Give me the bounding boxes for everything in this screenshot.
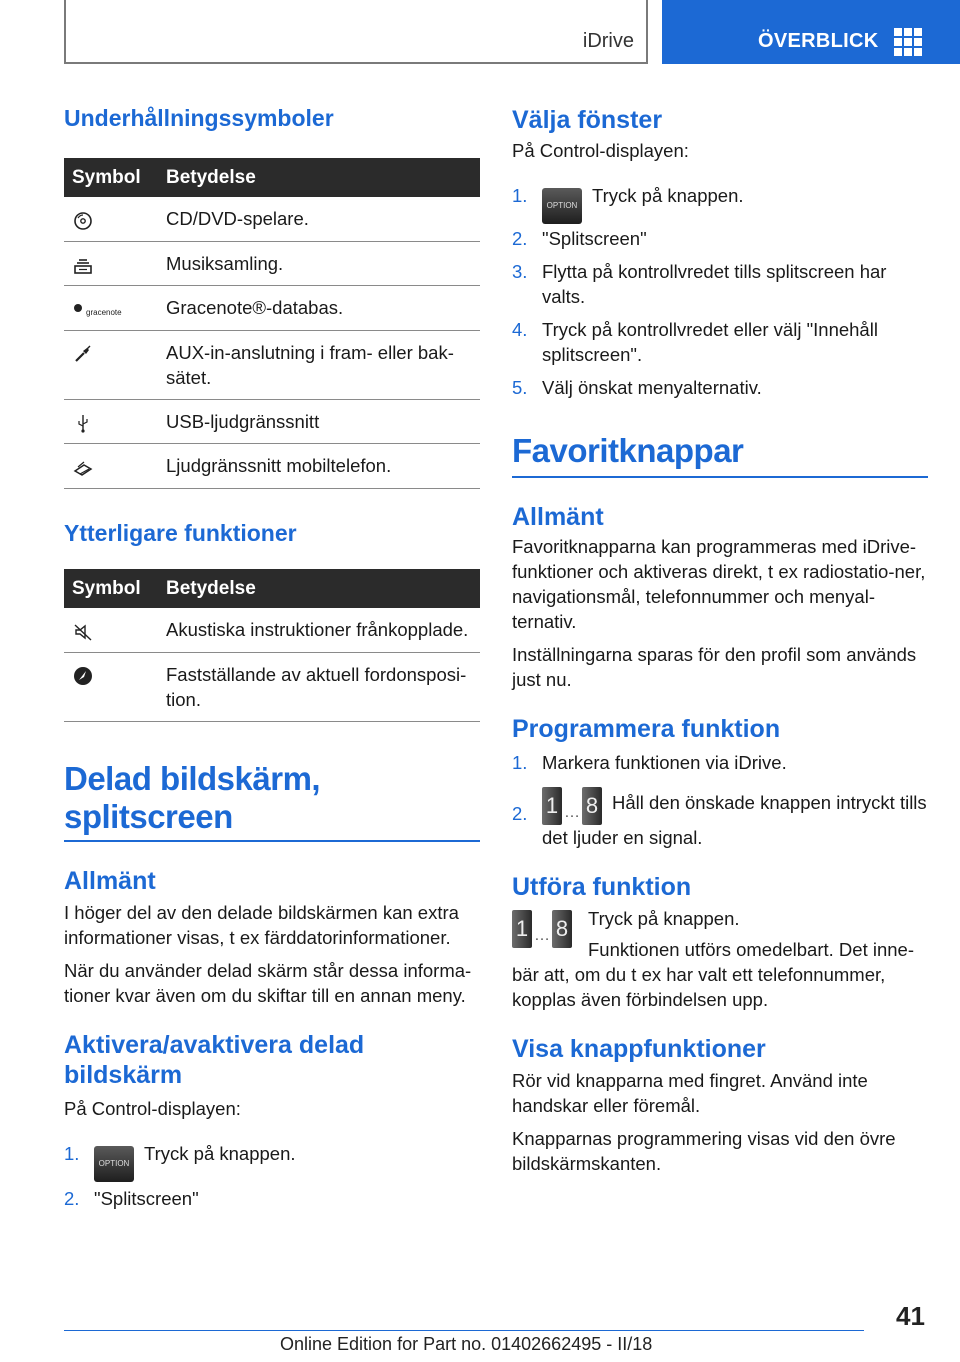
general-paragraph-1: I höger del av den delade bildskärmen kan extra informationer visas, t ex färddatorinformationer. [64, 901, 459, 948]
activate-intro: På Control-displayen: [64, 1097, 241, 1119]
column-header-symbol: Symbol [64, 569, 166, 608]
music-library-icon [72, 254, 94, 276]
column-header-meaning: Betydelse [166, 569, 480, 608]
table-row [64, 330, 480, 399]
program-function-title: Programmera funktion [512, 715, 781, 743]
step-text: Markera funktionen via iDrive. [542, 752, 787, 773]
step-text: Tryck på knappen. [144, 1142, 296, 1164]
step-number: 1. [512, 185, 528, 206]
step-text: Håll den önskade knappen intryckt tills det ljuder en signal. [542, 792, 927, 848]
table-row [64, 399, 480, 444]
row-text: CD/DVD-spelare. [166, 197, 480, 241]
favorites-paragraph-1: Favoritknapparna kan programmeras med iDrive-funktioner och aktiveras direkt, t ex radiostatio-ner, navigationsmål, telefonnummer och menyal-ternativ. [512, 536, 926, 632]
footer-divider [64, 1330, 864, 1331]
svg-text:gracenote: gracenote [86, 307, 122, 317]
column-header-meaning: Betydelse [166, 158, 480, 197]
select-window-intro: På Control-displayen: [512, 140, 689, 161]
column-header-symbol: Symbol [64, 158, 166, 197]
execute-line-1: Tryck på knappen. [588, 908, 740, 929]
entertainment-symbols-title: Underhållningssymboler [64, 105, 334, 131]
show-paragraph-1: Rör vid knapparna med fingret. Använd inte handskar eller föremål. [512, 1070, 868, 1116]
step-number: 2. [512, 228, 528, 249]
header-section-box [64, 0, 648, 64]
step-number: 3. [512, 261, 528, 282]
list-item [512, 750, 928, 775]
more-functions-table [64, 569, 480, 722]
favorites-general-title: Allmänt [512, 503, 604, 531]
more-functions-title: Ytterligare funktioner [64, 520, 297, 547]
favorite-button-8-icon: 8 [552, 910, 572, 948]
list-item [512, 259, 928, 309]
table-row [64, 286, 480, 331]
favorites-heading-block [512, 432, 928, 478]
list-item [512, 787, 928, 850]
list-item [64, 1186, 480, 1211]
step-number: 2. [512, 803, 528, 824]
usb-icon [72, 412, 94, 434]
step-number: 5. [512, 377, 528, 398]
gracenote-logo-icon [72, 299, 134, 321]
list-item [512, 375, 928, 400]
table-row [64, 444, 480, 489]
footer-edition: Online Edition for Part no. 01402662495 - II/18 [280, 1334, 653, 1354]
show-functions-title: Visa knappfunktioner [512, 1035, 766, 1063]
phone-audio-icon [72, 457, 94, 479]
favorite-buttons-icon [512, 910, 572, 948]
execute-line-2: Funktionen utförs omedelbart. Det inne-bär att, om du t ex har valt ett telefonnummer, kopplas även förbindelsen upp. [512, 939, 914, 1010]
table-row [64, 652, 480, 721]
step-text: Tryck på kontrollvredet eller välj "Innehåll splitscreen". [542, 319, 878, 365]
row-text: USB-ljudgränssnitt [166, 399, 480, 444]
favorites-title: Favoritknappar [512, 432, 744, 469]
execute-function-title: Utföra funktion [512, 873, 692, 901]
option-button-icon: OPTION [94, 1146, 134, 1182]
speaker-muted-icon [72, 621, 94, 643]
program-steps [512, 750, 928, 850]
header-section-label: iDrive [582, 30, 634, 52]
list-item [512, 317, 928, 367]
execute-block [512, 906, 928, 1012]
row-text: AUX-in-anslutning i fram- eller bak- sätet. [166, 330, 480, 399]
step-text: "Splitscreen" [94, 1187, 199, 1209]
step-text: Tryck på knappen. [592, 185, 744, 206]
position-arrow-icon [72, 665, 94, 687]
step-text: Välj önskat menyalternativ. [542, 377, 762, 398]
row-text: Musiksamling. [166, 241, 480, 286]
row-text: Ljudgränssnitt mobiltelefon. [166, 444, 480, 489]
show-paragraph-2: Knapparnas programmering visas vid den övre bildskärmskanten. [512, 1128, 896, 1174]
favorite-button-1-icon: 1 [542, 787, 562, 825]
grid-icon [894, 28, 922, 56]
favorite-button-8-icon: 8 [582, 787, 602, 825]
general-paragraph-2: När du använder delad skärm står dessa informa-tioner kvar även om du skiftar till en annan meny. [64, 959, 472, 1006]
right-column [512, 96, 928, 1176]
select-window-title: Välja fönster [512, 106, 663, 134]
favorite-button-1-icon: 1 [512, 910, 532, 948]
list-item [64, 1135, 480, 1182]
list-item [512, 226, 928, 251]
favorites-paragraph-2: Inställningarna sparas för den profil som används just nu. [512, 644, 917, 690]
split-heading-block [64, 760, 480, 842]
split-screen-title: Delad bildskärm, splitscreen [64, 759, 321, 835]
table-row [64, 241, 480, 286]
entertainment-symbols-table [64, 158, 480, 489]
step-number: 2. [64, 1187, 80, 1209]
step-text: Flytta på kontrollvredet tills splitscreen har valts. [542, 261, 887, 307]
step-number: 1. [64, 1142, 80, 1164]
aux-plug-icon [72, 343, 94, 365]
row-text: Fastställande av aktuell fordonsposi- tion. [166, 652, 480, 721]
overview-tab-label: ÖVERBLICK [758, 30, 879, 52]
ellipsis: … [534, 927, 550, 944]
overview-tab[interactable] [662, 0, 960, 64]
step-number: 4. [512, 319, 528, 340]
step-text: "Splitscreen" [542, 228, 647, 249]
table-row [64, 197, 480, 241]
table-row [64, 608, 480, 652]
option-button-icon: OPTION [542, 188, 582, 224]
row-text: Gracenote®-databas. [166, 286, 480, 331]
step-number: 1. [512, 752, 528, 773]
select-window-steps [512, 177, 928, 400]
row-text: Akustiska instruktioner frånkopplade. [166, 608, 480, 652]
left-column [64, 96, 480, 1211]
activate-split-title: Aktivera/avaktivera delad bildskärm [64, 1030, 365, 1089]
disc-icon [72, 210, 94, 232]
page-number: 41 [896, 1301, 925, 1331]
general-title: Allmänt [64, 866, 156, 895]
ellipsis: … [564, 804, 580, 821]
list-item [512, 177, 928, 224]
activate-steps [64, 1135, 480, 1211]
